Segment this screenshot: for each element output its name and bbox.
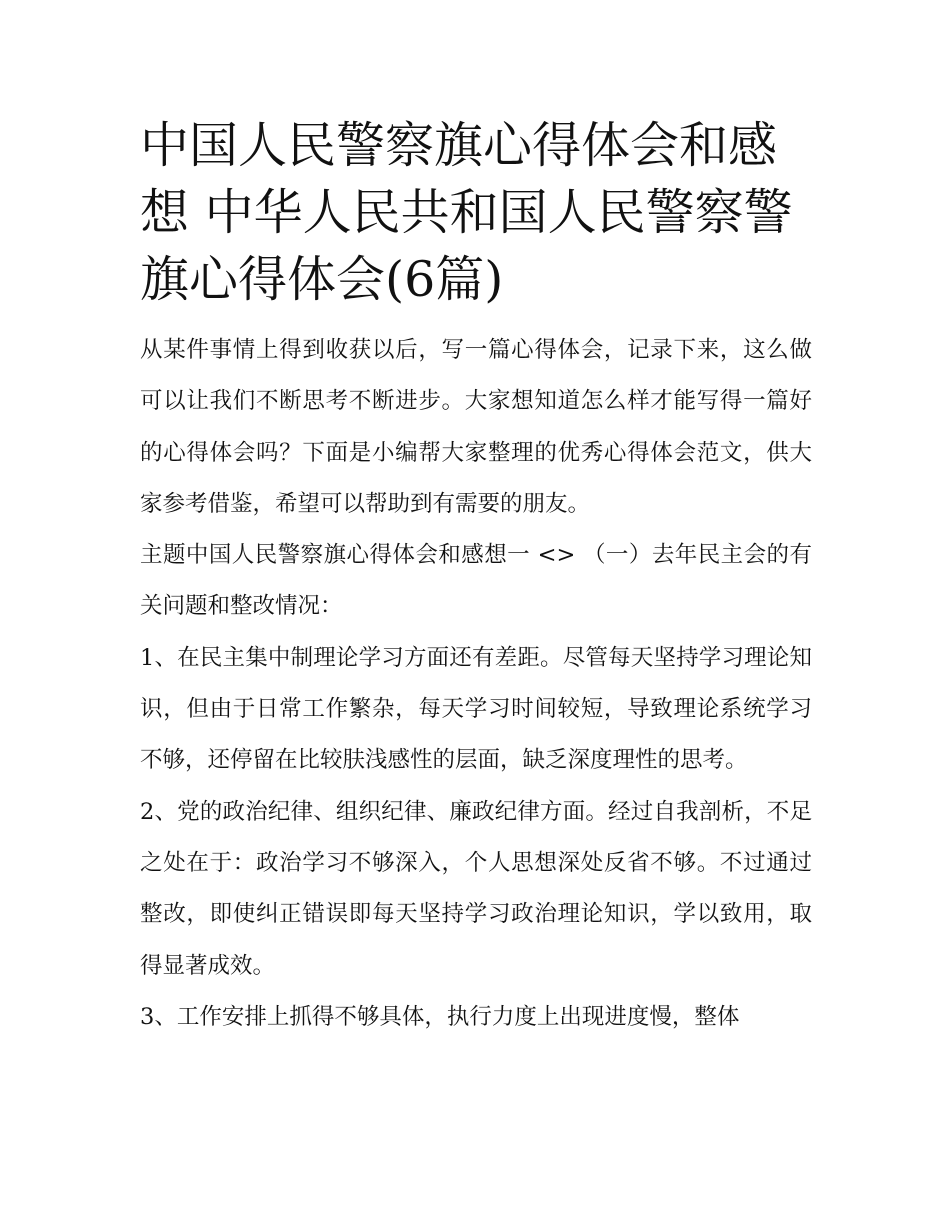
paragraph-item-3: 3、工作安排上抓得不够具体，执行力度上出现进度慢，整体 <box>140 1003 740 1030</box>
paragraph-intro: 从某件事情上得到收获以后，写一篇心得体会，记录下来，这么做可以让我们不断思考不断进步。大家想知道怎么样才能写得一篇好的心得体会吗？下面是小编帮大家整理的优秀心得体会范文，供大家参考借鉴，希望可以帮助到有需要的朋友。 <box>140 337 812 517</box>
document-title: 中国人民警察旗心得体会和感想 中华人民共和国人民警察警旗心得体会(6篇) <box>140 117 793 308</box>
paragraph-topic: 主题中国人民警察旗心得体会和感想一 <> （一）去年民主会的有关问题和整改情况： <box>140 542 812 620</box>
document-body <box>140 325 812 1043</box>
paragraph-item-1: 1、在民主集中制理论学习方面还有差距。尽管每天坚持学习理论知识，但由于日常工作繁杂，每天学习时间较短，导致理论系统学习不够，还停留在比较肤浅感性的层面，缺乏深度理性的思考。 <box>140 644 812 774</box>
paragraph-item-2: 2、党的政治纪律、组织纪律、廉政纪律方面。经过自我剖析，不足之处在于：政治学习不够深入，个人思想深处反省不够。不过通过整改，即使纠正错误即每天坚持学习政治理论知识，学以致用，取得显著成效。 <box>140 798 812 979</box>
document-page <box>140 112 812 1043</box>
